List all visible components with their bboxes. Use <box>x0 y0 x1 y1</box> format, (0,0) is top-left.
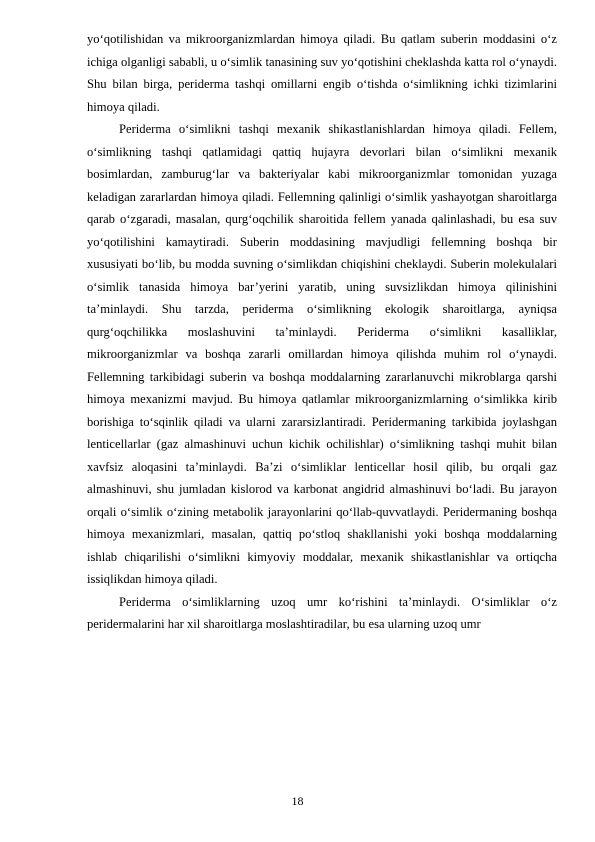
paragraph-continued: yo‘qotilishidan va mikroorganizmlardan himoya qiladi. Bu qatlam suberin moddasini o‘z ichiga olganligi sababli, u o‘simlik tanasining suv yo‘qotishini cheklashda katta rol o‘ynaydi. Shu bilan birga, periderma tashqi omillarni engib o‘tishda o‘simlikning ichki tizimlarini himoya qiladi. <box>87 32 557 114</box>
paragraph-periderma-protection: Periderma o‘simlikni tashqi mexanik shikastlanishlardan himoya qiladi. Fellem, o‘simlikning tashqi qatlamidagi qattiq hujayra devorlari bilan o‘simlikni mexanik bosimlardan, zamburug‘lar va bakteriyalar kabi mikroorganizmlar tomonidan yuzaga keladigan zararlardan himoya qiladi. Fellemning qalinligi o‘simlik yashayotgan sharoitlarga qarab o‘zgaradi, masalan, qurg‘oqchilik sharoitida fellem yanada qalinlashadi, bu esa suv yo‘qotilishini kamaytiradi. Suberin moddasining mavjudligi fellemning boshqa bir xususiyati bo‘lib, bu modda suvning o‘simlikdan chiqishini cheklaydi. Suberin molekulalari o‘simlik tanasida himoya bar’yerini yaratib, uning suvsizlikdan himoya qilinishini ta’minlaydi. Shu tarzda, periderma o‘simlikning ekologik sharoitlarga, ayniqsa qurg‘oqchilikka moslashuvini ta’minlaydi. Periderma o‘simlikni kasalliklar, mikroorganizmlar va boshqa zararli omillardan himoya qilishda muhim rol o‘ynaydi. Fellemning tarkibidagi suberin va boshqa moddalarning zararlanuvchi mikroblarga qarshi himoya mexanizmi mavjud. Bu himoya qatlamlar mikroorganizmlarning o‘simlikka kirib borishiga to‘sqinlik qiladi va ularni zararsizlantiradi. Peridermaning tarkibida joylashgan lenticellarlar (gaz almashinuvi uchun kichik ochilishlar) o‘simlikning tashqi muhit bilan xavfsiz aloqasini ta’minlaydi. Ba’zi o‘simliklar lenticellar hosil qilib, bu orqali gaz almashinuvi, shu jumladan kislorod va karbonat angidrid almashinuvi bo‘ladi. Bu jarayon orqali o‘simlik o‘zining metabolik jarayonlarini qo‘llab-quvvatlaydi. Peridermaning boshqa himoya mexanizmlari, masalan, qattiq po‘stloq shakllanishi yoki boshqa moddalarning ishlab chiqarilishi o‘simlikni kimyoviy moddalar, mexanik shikastlanishlar va ortiqcha issiqlikdan himoya qiladi. <box>87 122 557 586</box>
paragraph-periderma-longevity: Periderma o‘simliklarning uzoq umr ko‘rishini ta’minlaydi. O‘simliklar o‘z peridermalarini har xil sharoitlarga moslashtiradilar, bu esa ularning uzoq umr <box>87 594 557 631</box>
page-number: 18 <box>291 794 304 808</box>
page-body <box>87 28 557 636</box>
